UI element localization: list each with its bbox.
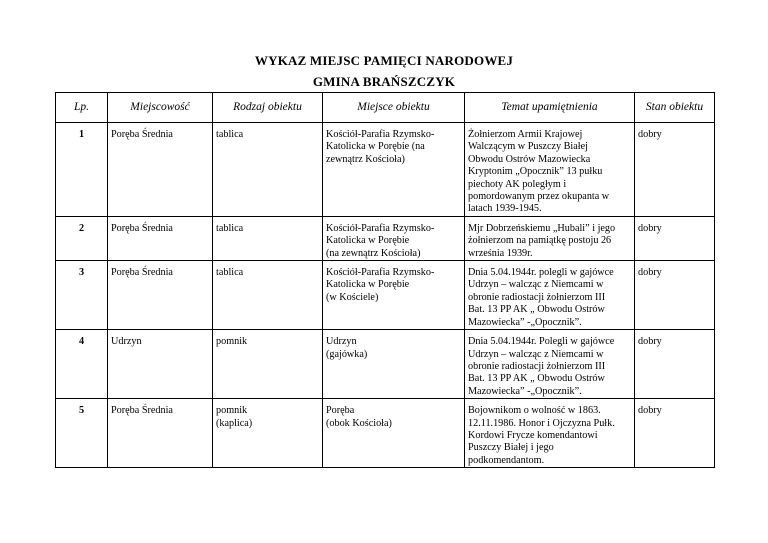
header-miejscowosc: Miejscowość xyxy=(108,93,213,123)
cell-lp: 3 xyxy=(56,261,108,330)
cell-lp: 4 xyxy=(56,330,108,399)
document-subtitle: GMINA BRAŃSZCZYK xyxy=(312,74,456,89)
cell-lp: 5 xyxy=(56,399,108,468)
cell-temat: Dnia 5.04.1944r. Polegli w gajówce Udrzyn – walcząc z Niemcami w obronie radiostacji żołnierzom III Bat. 13 PP AK „ Obwodu Ostrów Mazowiecka” -„Opocznik”. xyxy=(465,330,635,399)
cell-miejscowosc: Udrzyn xyxy=(108,330,213,399)
cell-temat: Żołnierzom Armii Krajowej Walczącym w Puszczy Białej Obwodu Ostrów Mazowiecka Kryptonim „Opocznik” 13 pułku piechoty AK poległym i pomordowanym przez okupanta w latach 1939-1945. xyxy=(465,123,635,217)
cell-stan: dobry xyxy=(635,123,715,217)
cell-miejsce: Kościół-Parafia Rzymsko- Katolicka w Porębie (na zewnątrz Kościoła) xyxy=(323,123,465,217)
table-header-row xyxy=(56,93,715,123)
cell-lp: 2 xyxy=(56,216,108,260)
cell-lp: 1 xyxy=(56,123,108,217)
cell-rodzaj: tablica xyxy=(213,216,323,260)
cell-stan: dobry xyxy=(635,399,715,468)
cell-miejsce: Kościół-Parafia Rzymsko- Katolicka w Porębie (na zewnątrz Kościoła) xyxy=(323,216,465,260)
cell-temat: Bojownikom o wolność w 1863. 12.11.1986. Honor i Ojczyzna Pułk. Kordowi Frycze komendantowi Puszczy Białej i jego podkomendantom. xyxy=(465,399,635,468)
cell-miejscowosc: Poręba Średnia xyxy=(108,123,213,217)
cell-rodzaj: tablica xyxy=(213,261,323,330)
cell-temat: Mjr Dobrzeńskiemu „Hubali” i jego żołnierzom na pamiątkę postoju 26 września 1939r. xyxy=(465,216,635,260)
cell-miejscowosc: Poręba Średnia xyxy=(108,261,213,330)
table-row xyxy=(56,399,715,468)
header-miejsce-obiektu: Miejsce obiektu xyxy=(323,93,465,123)
cell-miejsce: Poręba (obok Kościoła) xyxy=(323,399,465,468)
table-row xyxy=(56,330,715,399)
cell-rodzaj: pomnik (kaplica) xyxy=(213,399,323,468)
cell-miejsce: Udrzyn (gajówka) xyxy=(323,330,465,399)
cell-stan: dobry xyxy=(635,216,715,260)
table-row xyxy=(56,261,715,330)
header-stan-obiektu: Stan obiektu xyxy=(635,93,715,123)
cell-rodzaj: tablica xyxy=(213,123,323,217)
cell-miejscowosc: Poręba Średnia xyxy=(108,216,213,260)
document-title: WYKAZ MIEJSC PAMIĘCI NARODOWEJ xyxy=(254,53,514,68)
cell-rodzaj: pomnik xyxy=(213,330,323,399)
header-lp: Lp. xyxy=(56,93,108,123)
cell-stan: dobry xyxy=(635,261,715,330)
cell-miejscowosc: Poręba Średnia xyxy=(108,399,213,468)
cell-temat: Dnia 5.04.1944r. polegli w gajówce Udrzyn – walcząc z Niemcami w obronie radiostacji żołnierzom III Bat. 13 PP AK „ Obwodu Ostrów Mazowiecka” -„Opocznik”. xyxy=(465,261,635,330)
header-rodzaj-obiektu: Rodzaj obiektu xyxy=(213,93,323,123)
header-temat-upamietnienia: Temat upamiętnienia xyxy=(465,93,635,123)
table-row xyxy=(56,123,715,217)
cell-stan: dobry xyxy=(635,330,715,399)
table-row xyxy=(56,216,715,260)
cell-miejsce: Kościół-Parafia Rzymsko- Katolicka w Porębie (w Kościele) xyxy=(323,261,465,330)
memorial-places-table xyxy=(55,92,715,468)
